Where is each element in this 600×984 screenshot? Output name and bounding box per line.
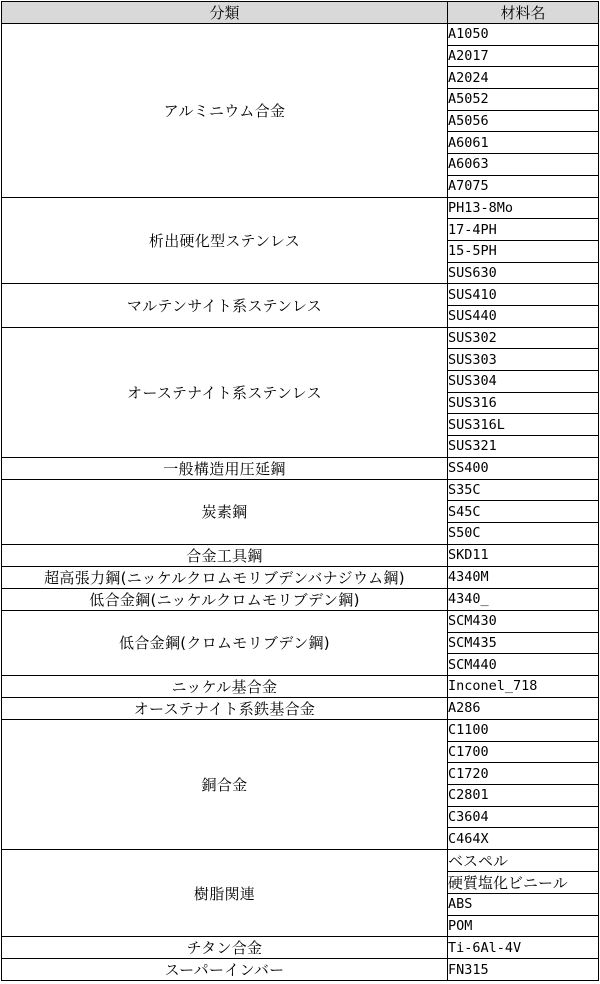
material-cell[interactable]: C464X [448,828,599,850]
material-cell[interactable]: A2024 [448,67,599,89]
material-cell[interactable]: ベスペル [448,850,599,872]
material-cell[interactable]: SUS302 [448,327,599,349]
category-cell[interactable]: 樹脂関連 [2,850,448,937]
category-cell[interactable]: チタン合金 [2,937,448,959]
material-cell[interactable]: SCM435 [448,632,599,654]
category-cell[interactable]: スーパーインバー [2,959,448,981]
material-cell[interactable]: 4340_ [448,588,599,610]
header-row [2,2,599,24]
material-cell[interactable]: 15-5PH [448,240,599,262]
material-cell[interactable]: A6061 [448,132,599,154]
category-cell[interactable]: ニッケル基合金 [2,675,448,697]
category-cell[interactable]: 低合金鋼(クロムモリブデン鋼) [2,610,448,675]
material-cell[interactable]: SUS304 [448,371,599,393]
material-cell[interactable]: SCM430 [448,610,599,632]
table-row [2,675,599,697]
material-cell[interactable]: A2017 [448,45,599,67]
material-cell[interactable]: C1100 [448,719,599,741]
material-cell[interactable]: C3604 [448,806,599,828]
table-row [2,719,599,741]
material-cell[interactable]: S50C [448,523,599,545]
category-cell[interactable]: 合金工具鋼 [2,544,448,566]
material-cell[interactable]: SKD11 [448,544,599,566]
table-row [2,24,599,46]
material-cell[interactable]: FN315 [448,959,599,981]
material-cell[interactable]: POM [448,915,599,937]
material-cell[interactable]: SS400 [448,457,599,479]
material-cell[interactable]: A1050 [448,24,599,46]
table-body [2,24,599,981]
category-cell[interactable]: マルテンサイト系ステンレス [2,284,448,327]
material-cell[interactable]: S35C [448,479,599,501]
category-cell[interactable]: オーステナイト系ステンレス [2,327,448,457]
category-cell[interactable]: オーステナイト系鉄基合金 [2,697,448,719]
material-cell[interactable]: C1720 [448,763,599,785]
table-row [2,479,599,501]
material-cell[interactable]: 17-4PH [448,219,599,241]
material-cell[interactable]: SUS316L [448,414,599,436]
category-cell[interactable]: 銅合金 [2,719,448,849]
table-row [2,566,599,588]
material-cell[interactable]: SUS410 [448,284,599,306]
table-row [2,937,599,959]
header-category-cell[interactable]: 分類 [2,2,448,24]
material-cell[interactable]: A5056 [448,110,599,132]
category-cell[interactable]: 炭素鋼 [2,479,448,544]
table-row [2,697,599,719]
header-material-cell[interactable]: 材料名 [448,2,599,24]
material-cell[interactable]: SUS316 [448,392,599,414]
table-row [2,544,599,566]
category-cell[interactable]: 一般構造用圧延鋼 [2,457,448,479]
material-cell[interactable]: SUS303 [448,349,599,371]
material-cell[interactable]: A5052 [448,89,599,111]
material-cell[interactable]: 4340M [448,566,599,588]
material-cell[interactable]: A6063 [448,154,599,176]
material-cell[interactable]: Inconel_718 [448,675,599,697]
category-cell[interactable]: 低合金鋼(ニッケルクロムモリブデン鋼) [2,588,448,610]
table-row [2,850,599,872]
material-cell[interactable]: 硬質塩化ビニール [448,872,599,894]
materials-table [1,1,599,981]
material-cell[interactable]: A7075 [448,175,599,197]
category-cell[interactable]: 析出硬化型ステンレス [2,197,448,284]
category-cell[interactable]: アルミニウム合金 [2,24,448,198]
material-cell[interactable]: SUS440 [448,305,599,327]
material-cell[interactable]: SUS630 [448,262,599,284]
material-cell[interactable]: C2801 [448,784,599,806]
material-cell[interactable]: Ti-6Al-4V [448,937,599,959]
table-row [2,588,599,610]
table-row [2,327,599,349]
material-cell[interactable]: S45C [448,501,599,523]
material-cell[interactable]: SUS321 [448,436,599,458]
table-row [2,457,599,479]
table-row [2,610,599,632]
table-row [2,197,599,219]
material-cell[interactable]: C1700 [448,741,599,763]
category-cell[interactable]: 超高張力鋼(ニッケルクロムモリブデンバナジウム鋼) [2,566,448,588]
material-cell[interactable]: ABS [448,894,599,916]
material-cell[interactable]: SCM440 [448,654,599,676]
table-row [2,284,599,306]
material-cell[interactable]: PH13-8Mo [448,197,599,219]
material-cell[interactable]: A286 [448,697,599,719]
table-row [2,959,599,981]
